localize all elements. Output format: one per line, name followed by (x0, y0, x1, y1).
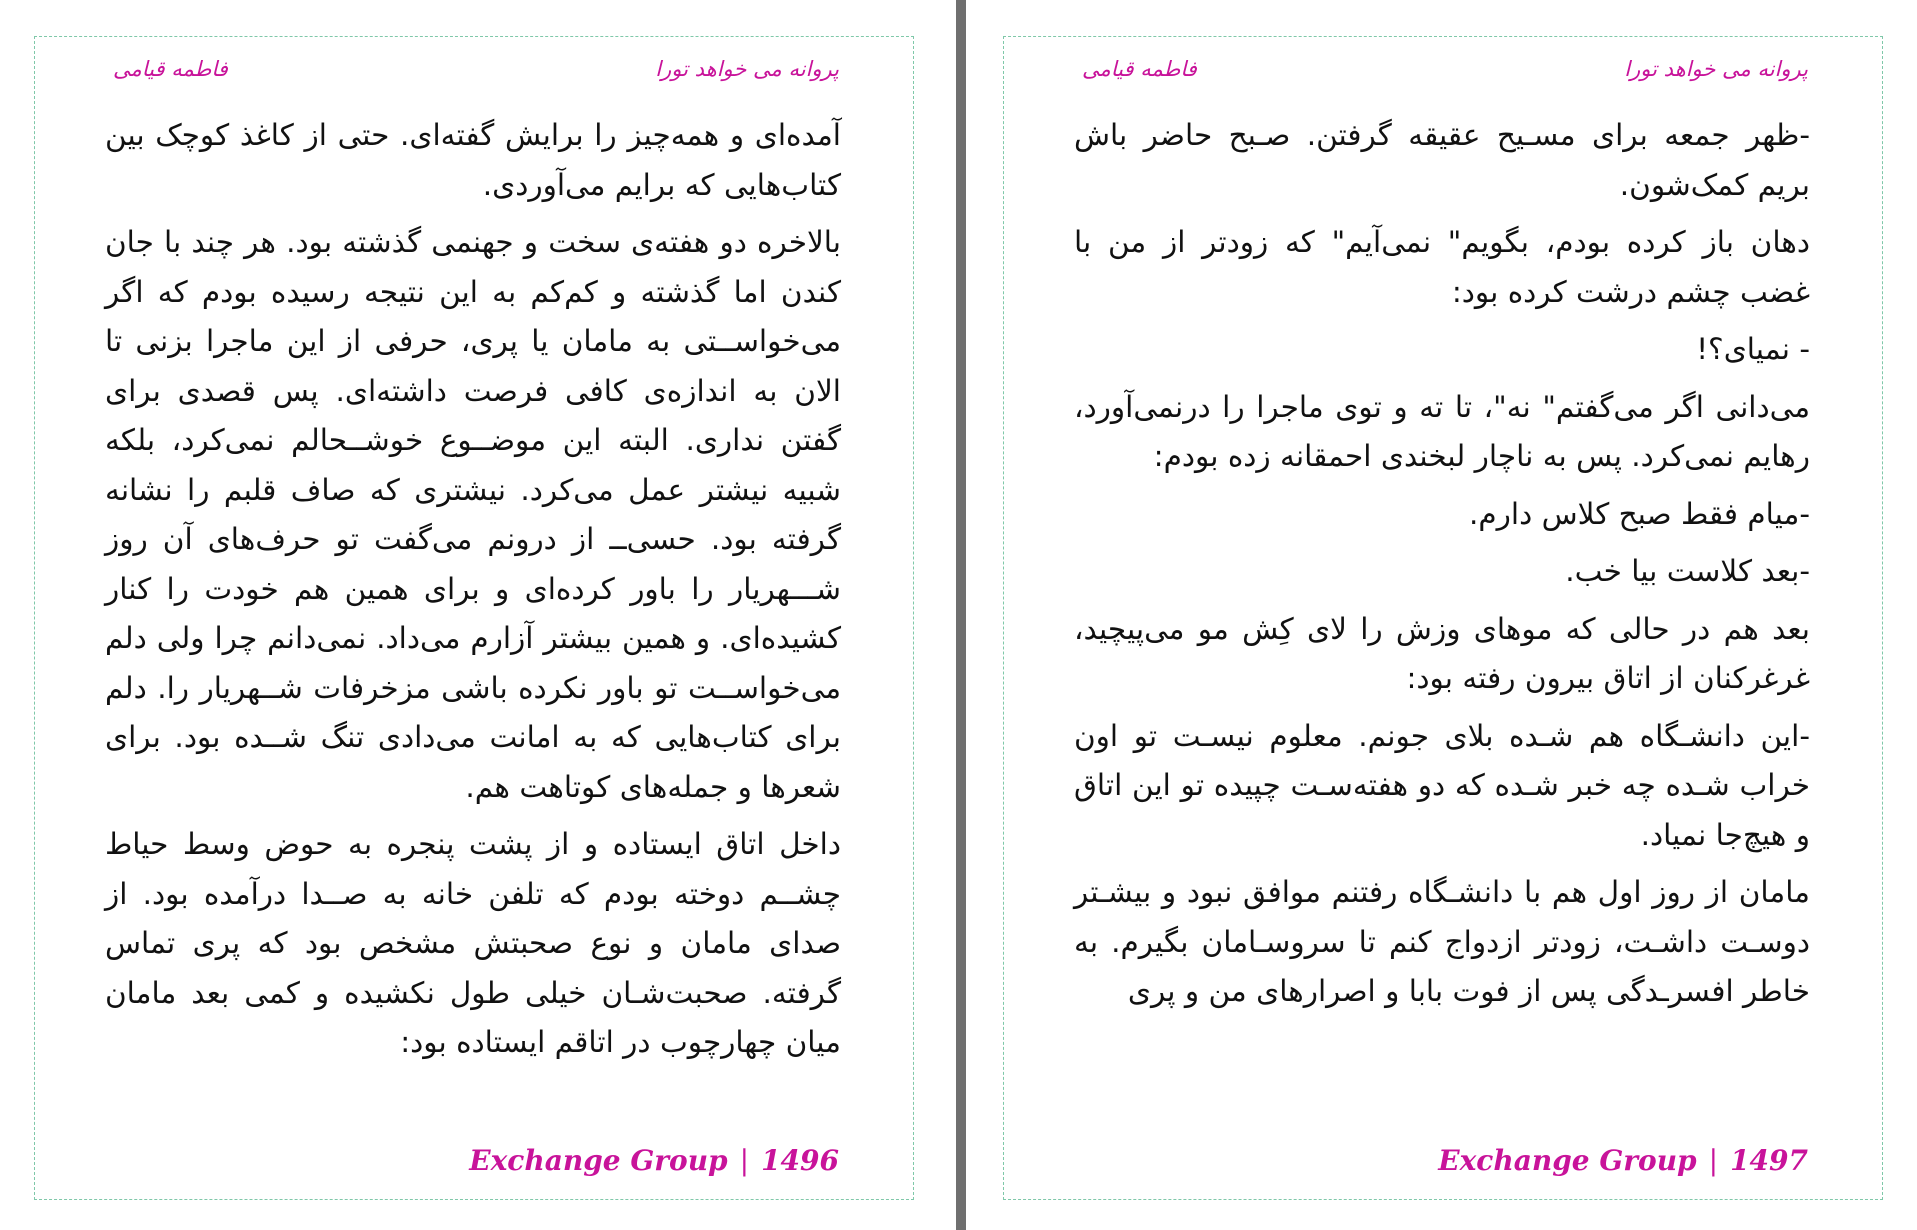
footer-separator: | (739, 1144, 750, 1177)
running-header (1082, 57, 1808, 97)
paragraph: -ظهر جمعه برای مسـیح عقیقه گرفتن. صـبح حاضر باش بریم کمک‌شون. (1074, 118, 1810, 202)
page-number: 1496 (761, 1144, 839, 1177)
paragraph: -میام فقط صبح کلاس دارم. (1468, 496, 1810, 531)
paragraph: آمده‌ای و همه‌چیز را برایش گفته‌ای. حتی از کاغذ کوچک بین کتاب‌هایی که برایم می‌آوردی. (105, 118, 841, 202)
paragraph: بالاخره دو هفته‌ی سخت و جهنمی گذشته بود. هر چند با جان کندن اما گذشته و کم‌کم به این نتیجه رسیده بودم که اگر می‌خواســتی به مامان یا پری، حرفی از این ماجرا بزنی تا الان به اندازه‌ی کافی فرصت داشته‌ای. پس قصدی برای گفتن نداری. البته این موضــوع خوشــحالم نمی‌کرد، بلکه شبیه نیشتر عمل می‌کرد. نیشتری که صاف قلبم را نشانه گرفته بود. حسی‌ــ از درونم می‌گفت تو حرف‌های آن روز شـــهریار را باور کرده‌ای و برای همین هم خودت را کنار کشیده‌ای. و همین بیشتر آزارم می‌داد. نمی‌دانم چرا ولی دلم می‌خواســت تو باور نکرده باشی مزخرفات شــهریار را. دلم برای کتاب‌هایی که به امانت می‌دادی تنگ شــده بود. برای شعرها و جمله‌های کوتاهت هم. (105, 225, 841, 804)
paragraph: - نمیای؟! (1696, 332, 1810, 366)
page-gutter (956, 0, 966, 1230)
book-title: پروانه می خواهد تورا (1624, 57, 1808, 81)
paragraph: -بعد کلاست بیا خب. (1565, 554, 1810, 588)
page-body (105, 111, 841, 1076)
paragraph: بعد هم در حالی که موهای وزش را لای کِش مو می‌پیچید، غرغرکنان از اتاق بیرون رفته بود: (1074, 611, 1810, 695)
running-header (113, 57, 839, 97)
page-left (34, 36, 914, 1200)
page-right (1003, 36, 1883, 1200)
publisher-name: Exchange Group (1438, 1144, 1697, 1177)
paragraph: دهان باز کرده بودم، بگویم" نمی‌آیم" که زودتر از من با غضب چشم درشت کرده بود: (1074, 225, 1810, 309)
page-footer (1438, 1144, 1808, 1177)
paragraph: مامان از روز اول هم با دانشـگاه رفتنم موافق نبود و بیشـتر دوسـت داشـت، زودتر ازدواج کنم تا سروسـامان بگیرم. به خاطر افسرـدگی پس از فوت بابا و اصرارهای من و پری (1074, 875, 1810, 1008)
paragraph: -این دانشـگاه هم شـده بلای جونم. معلوم نیسـت تو اون خراب شـده چه خبر شـده که دو هفته‌سـت چپیده تو این اتاق و هیچ‌جا نمیاد. (1074, 718, 1810, 852)
page-body (1074, 111, 1810, 1025)
book-title: پروانه می خواهد تورا (655, 57, 839, 81)
footer-separator: | (1708, 1144, 1719, 1177)
paragraph: می‌دانی اگر می‌گفتم" نه"، تا ته و توی ماجرا را درنمی‌آورد، رهایم نمی‌کرد. پس به ناچار لبخندی احمقانه زده بودم: (1074, 389, 1810, 473)
author-name: فاطمه قیامی (1082, 57, 1197, 81)
author-name: فاطمه قیامی (113, 57, 228, 81)
paragraph: داخل اتاق ایستاده و از پشت پنجره به حوض وسط حیاط چشــم دوخته بودم که تلفن خانه به صــدا درآمده بود. از صدای مامان و نوع صحبتش مشخص بود که پری تماس گرفته. صحبت‌شـان خیلی طول نکشیده و کمی بعد مامان میان چهارچوب در اتاقم ایستاده بود: (105, 827, 841, 1059)
page-footer (469, 1144, 839, 1177)
page-number: 1497 (1730, 1144, 1808, 1177)
publisher-name: Exchange Group (469, 1144, 728, 1177)
